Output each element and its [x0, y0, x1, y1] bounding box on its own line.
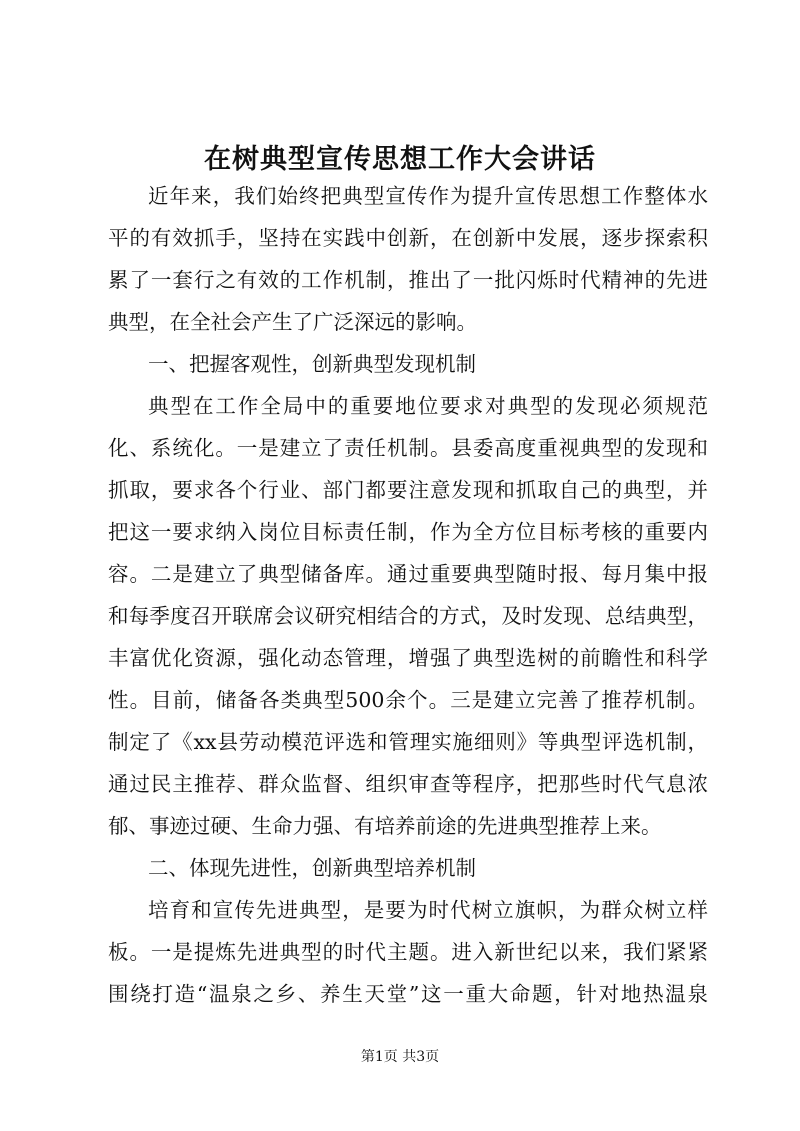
paragraph-2-line-9: 制定了《xx县劳动模范评选和管理实施细则》等典型评选机制， — [108, 730, 708, 754]
paragraph-2-line-5: 容。二是建立了典型储备库。通过重要典型随时报、每月集中报 — [108, 562, 708, 586]
paragraph-2-line-3: 抓取，要求各个行业、部门都要注意发现和抓取自己的典型，并 — [108, 478, 708, 502]
paragraph-2-line-7: 丰富优化资源，强化动态管理，增强了典型选树的前瞻性和科学 — [108, 646, 708, 670]
document-title: 在树典型宣传思想工作大会讲话 — [204, 144, 596, 175]
paragraph-3-line-3: 围绕打造“温泉之乡、养生天堂”这一重大命题，针对地热温泉 — [108, 982, 708, 1006]
paragraph-2-line-1: 典型在工作全局中的重要地位要求对典型的发现必须规范 — [148, 394, 708, 418]
paragraph-3-line-2: 板。一是提炼先进典型的时代主题。进入新世纪以来，我们紧紧 — [108, 940, 708, 964]
paragraph-2-line-2: 化、系统化。一是建立了责任机制。县委高度重视典型的发现和 — [108, 436, 708, 460]
page-number-footer: 第1页 共3页 — [360, 1049, 440, 1065]
section-heading-2: 二、体现先进性，创新典型培养机制 — [148, 856, 476, 880]
paragraph-2-line-10: 通过民主推荐、群众监督、组织审查等程序，把那些时代气息浓 — [108, 772, 708, 796]
section-heading-1: 一、把握客观性，创新典型发现机制 — [148, 352, 476, 376]
paragraph-1-line-3: 累了一套行之有效的工作机制，推出了一批闪烁时代精神的先进 — [108, 268, 708, 292]
paragraph-1-line-4: 典型，在全社会产生了广泛深远的影响。 — [108, 310, 477, 334]
paragraph-2-line-4: 把这一要求纳入岗位目标责任制，作为全方位目标考核的重要内 — [108, 520, 708, 544]
paragraph-2-line-6: 和每季度召开联席会议研究相结合的方式，及时发现、总结典型， — [108, 604, 708, 628]
paragraph-3-line-1: 培育和宣传先进典型，是要为时代树立旗帜，为群众树立样 — [148, 898, 708, 922]
paragraph-2-line-8: 性。目前，储备各类典型500余个。三是建立完善了推荐机制。 — [108, 688, 708, 712]
paragraph-1-line-1: 近年来，我们始终把典型宣传作为提升宣传思想工作整体水 — [148, 184, 708, 208]
paragraph-1-line-2: 平的有效抓手，坚持在实践中创新，在创新中发展，逐步探索积 — [108, 226, 708, 250]
paragraph-2-line-11: 郁、事迹过硬、生命力强、有培养前途的先进典型推荐上来。 — [108, 814, 662, 838]
